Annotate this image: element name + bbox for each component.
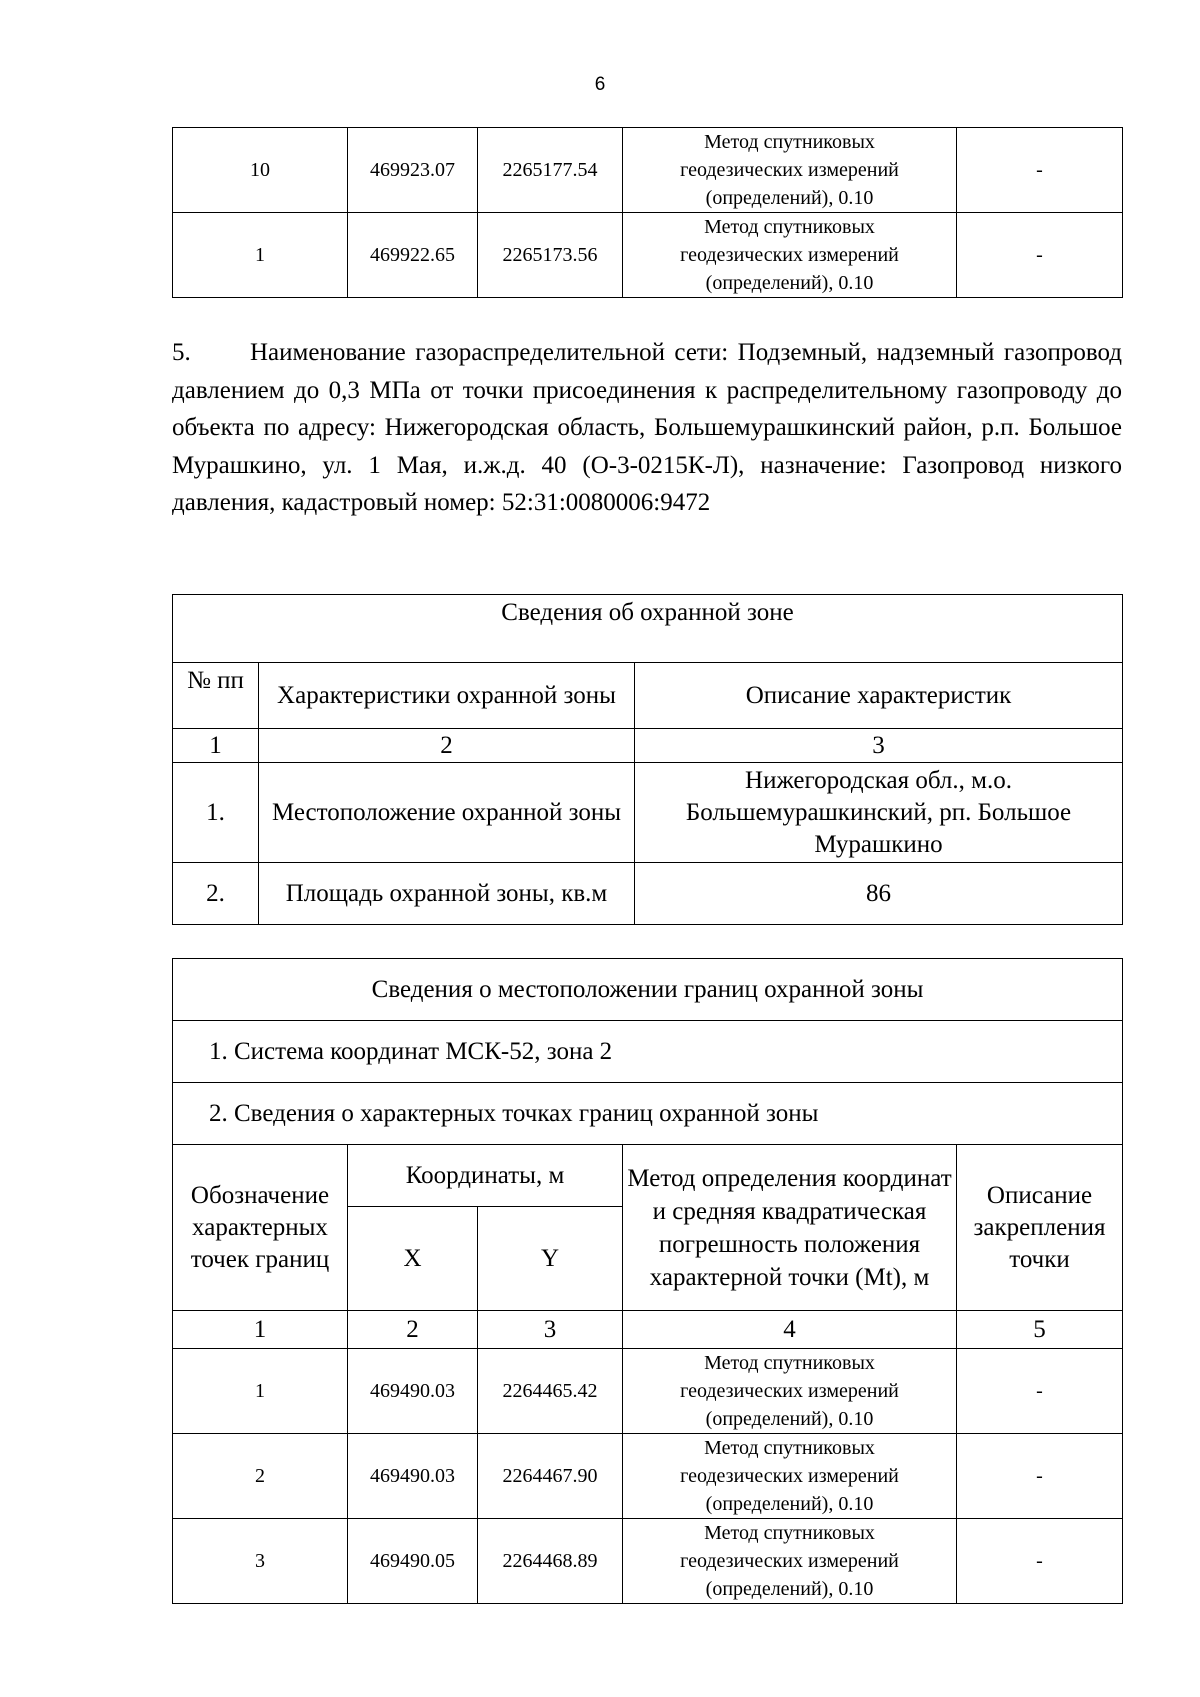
table-row [173, 863, 1123, 925]
table-header-row [173, 1145, 1123, 1207]
desc-cell: - [957, 1434, 1123, 1519]
paragraph-text: Наименование газораспределительной сети: Подземный, надземный газопровод давлением до 0,3 МПа от точки присоединения к распределительному газопроводу до объекта по адресу: Нижегородская область, Большемурашкинский район, р.п. Большое Мурашкино, ул. 1 Мая, и.ж.д. 40 (О-3-0215К-Л), назначение: Газопровод низкого давления, кадастровый номер: 52:31:0080006:9472 [172, 339, 1122, 516]
header-designation: Обозначение характерных точек границ [173, 1145, 348, 1311]
desc-cell: - [957, 213, 1123, 298]
paragraph-number: 5. [172, 339, 191, 366]
desc-cell: - [957, 1349, 1123, 1434]
header-x: X [348, 1207, 478, 1311]
index-cell: 1 [173, 729, 259, 763]
characteristic-cell: Местоположение охранной зоны [259, 763, 635, 863]
characteristic-cell: Площадь охранной зоны, кв.м [259, 863, 635, 925]
y-cell: 2265177.54 [478, 128, 623, 213]
method-cell: Метод спутниковых геодезических измерений (определений), 0.10 [623, 1349, 957, 1434]
boundary-points-table [172, 958, 1123, 1604]
point-cell: 1 [173, 1349, 348, 1434]
header-characteristics: Характеристики охранной зоны [259, 663, 635, 729]
index-cell: 3 [635, 729, 1123, 763]
coordinate-system: 1. Система координат МСК-52, зона 2 [173, 1021, 1123, 1083]
points-title: 2. Сведения о характерных точках границ охранной зоны [173, 1083, 1123, 1145]
section-paragraph [172, 334, 1122, 522]
table-title-row [173, 959, 1123, 1021]
method-cell: Метод спутниковых геодезических измерений (определений), 0.10 [623, 128, 957, 213]
index-row [173, 729, 1123, 763]
num-cell: 1. [173, 763, 259, 863]
table-row [173, 763, 1123, 863]
header-num: № пп [173, 663, 259, 729]
table-header-row [173, 663, 1123, 729]
point-cell: 3 [173, 1519, 348, 1604]
table-title-row [173, 595, 1123, 663]
desc-cell: - [957, 1519, 1123, 1604]
table-title: Сведения об охранной зоне [173, 595, 1123, 663]
y-cell: 2265173.56 [478, 213, 623, 298]
y-cell: 2264467.90 [478, 1434, 623, 1519]
index-row [173, 1311, 1123, 1349]
table-row [173, 213, 1123, 298]
page-number: 6 [594, 74, 606, 95]
description-cell: Нижегородская обл., м.о. Большемурашкинский, рп. Большое Мурашкино [635, 763, 1123, 863]
desc-cell: - [957, 128, 1123, 213]
x-cell: 469490.05 [348, 1519, 478, 1604]
method-cell: Метод спутниковых геодезических измерений (определений), 0.10 [623, 1519, 957, 1604]
table-row [173, 1519, 1123, 1604]
y-cell: 2264468.89 [478, 1519, 623, 1604]
index-cell: 1 [173, 1311, 348, 1349]
point-cell: 2 [173, 1434, 348, 1519]
coordinate-system-row [173, 1021, 1123, 1083]
table-row [173, 1349, 1123, 1434]
description-cell: 86 [635, 863, 1123, 925]
index-cell: 5 [957, 1311, 1123, 1349]
y-cell: 2264465.42 [478, 1349, 623, 1434]
index-cell: 2 [348, 1311, 478, 1349]
x-cell: 469923.07 [348, 128, 478, 213]
header-fixing-description: Описание закрепления точки [957, 1145, 1123, 1311]
header-coordinates: Координаты, м [348, 1145, 623, 1207]
index-cell: 4 [623, 1311, 957, 1349]
protection-zone-table [172, 594, 1123, 925]
header-method: Метод определения координат и средняя квадратическая погрешность положения характерной точки (Mt), м [623, 1145, 957, 1311]
index-cell: 2 [259, 729, 635, 763]
table-row [173, 128, 1123, 213]
x-cell: 469490.03 [348, 1349, 478, 1434]
x-cell: 469922.65 [348, 213, 478, 298]
header-y: Y [478, 1207, 623, 1311]
coordinates-table-continuation [172, 127, 1123, 298]
point-cell: 1 [173, 213, 348, 298]
table-row [173, 1434, 1123, 1519]
method-cell: Метод спутниковых геодезических измерений (определений), 0.10 [623, 1434, 957, 1519]
index-cell: 3 [478, 1311, 623, 1349]
points-title-row [173, 1083, 1123, 1145]
header-description: Описание характеристик [635, 663, 1123, 729]
method-cell: Метод спутниковых геодезических измерений (определений), 0.10 [623, 213, 957, 298]
table-title: Сведения о местоположении границ охранной зоны [173, 959, 1123, 1021]
x-cell: 469490.03 [348, 1434, 478, 1519]
point-cell: 10 [173, 128, 348, 213]
num-cell: 2. [173, 863, 259, 925]
